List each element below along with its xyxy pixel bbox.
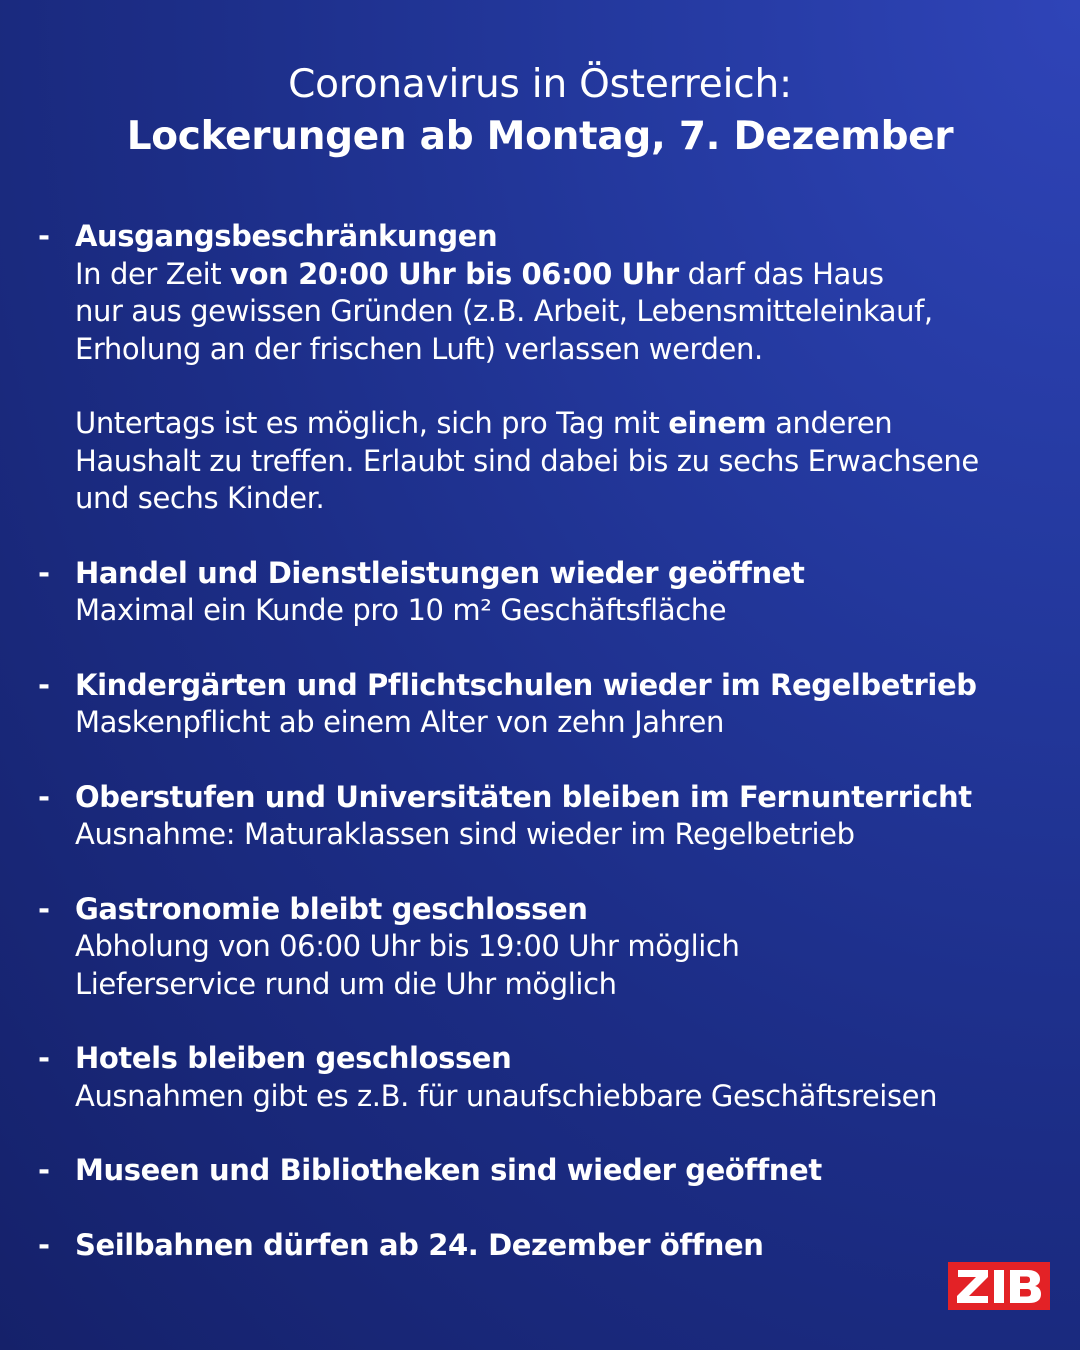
- item-gap: [38, 1190, 1068, 1227]
- header-title: Lockerungen ab Montag, 7. Dezember: [126, 114, 954, 159]
- list-item-kindergaerten: [38, 667, 1068, 742]
- list-dash: -: [38, 779, 50, 814]
- item-text-line: nur aus gewissen Gründen (z.B. Arbeit, Lebensmitteleinkauf,: [75, 294, 933, 328]
- item-title: Kindergärten und Pflichtschulen wieder im Regelbetrieb: [75, 667, 977, 702]
- zib-logo-mark: [954, 1266, 1044, 1306]
- list-item-handel: [38, 555, 1068, 630]
- item-text-bold: von 20:00 Uhr bis 06:00 Uhr: [230, 256, 679, 291]
- item-text-part: Untertags ist es möglich, sich pro Tag mit: [75, 406, 669, 440]
- item-text-bold: einem: [668, 406, 767, 440]
- measures-list: [38, 218, 1068, 1264]
- list-dash: -: [38, 891, 50, 926]
- item-title: Handel und Dienstleistungen wieder geöffnet: [75, 555, 805, 590]
- item-text-line: Ausnahmen gibt es z.B. für unaufschiebbare Geschäftsreisen: [75, 1078, 938, 1113]
- item-title: Ausgangsbeschränkungen: [75, 219, 498, 253]
- item-text-line: Ausnahme: Maturaklassen sind wieder im Regelbetrieb: [75, 817, 855, 851]
- list-item-hotels: [38, 1040, 1068, 1115]
- list-item-gastronomie: [38, 891, 1068, 1004]
- item-gap: [38, 854, 1068, 891]
- item-title: Seilbahnen dürfen ab 24. Dezember öffnen: [75, 1227, 764, 1262]
- list-dash: -: [38, 667, 50, 702]
- item-title: Oberstufen und Universitäten bleiben im Fernunterricht: [75, 779, 972, 814]
- list-item-ausgangsbeschraenkungen: [38, 218, 1068, 518]
- list-dash: -: [38, 219, 50, 253]
- item-text-part: anderen: [766, 406, 893, 440]
- item-text-line: Abholung von 06:00 Uhr bis 19:00 Uhr möglich: [75, 929, 740, 963]
- item-title: Gastronomie bleibt geschlossen: [75, 891, 588, 926]
- list-dash: -: [38, 1153, 50, 1187]
- item-text-part: In der Zeit: [75, 256, 231, 291]
- list-item-seilbahnen: [38, 1227, 1068, 1265]
- item-text-line: Maximal ein Kunde pro 10 m² Geschäftsfläche: [75, 593, 727, 627]
- header-subtitle: Coronavirus in Österreich:: [288, 62, 792, 107]
- item-text-line: Lieferservice rund um die Uhr möglich: [75, 966, 617, 1001]
- item-text-line: und sechs Kinder.: [75, 481, 325, 515]
- zib-logo: [948, 1262, 1050, 1310]
- item-gap: [38, 630, 1068, 667]
- item-gap: [38, 518, 1068, 555]
- item-title: Museen und Bibliotheken sind wieder geöffnet: [75, 1153, 822, 1187]
- list-item-museen: [38, 1152, 1068, 1190]
- item-gap: [38, 742, 1068, 779]
- header: [0, 60, 1080, 164]
- item-text-line: Haushalt zu treffen. Erlaubt sind dabei bis zu sechs Erwachsene: [75, 443, 979, 478]
- item-text-line: [75, 256, 1068, 294]
- list-dash: -: [38, 1041, 50, 1075]
- item-gap: [38, 1003, 1068, 1040]
- list-dash: -: [38, 555, 50, 590]
- item-text-part: darf das Haus: [678, 256, 884, 291]
- item-gap: [38, 1115, 1068, 1152]
- item-text-line: Erholung an der frischen Luft) verlassen werden.: [75, 331, 763, 366]
- item-text-line: [75, 405, 1068, 443]
- list-item-oberstufen: [38, 779, 1068, 854]
- item-title: Hotels bleiben geschlossen: [75, 1041, 512, 1075]
- paragraph-gap: [75, 368, 1068, 405]
- item-text-line: Maskenpflicht ab einem Alter von zehn Jahren: [75, 705, 724, 739]
- list-dash: -: [38, 1227, 50, 1262]
